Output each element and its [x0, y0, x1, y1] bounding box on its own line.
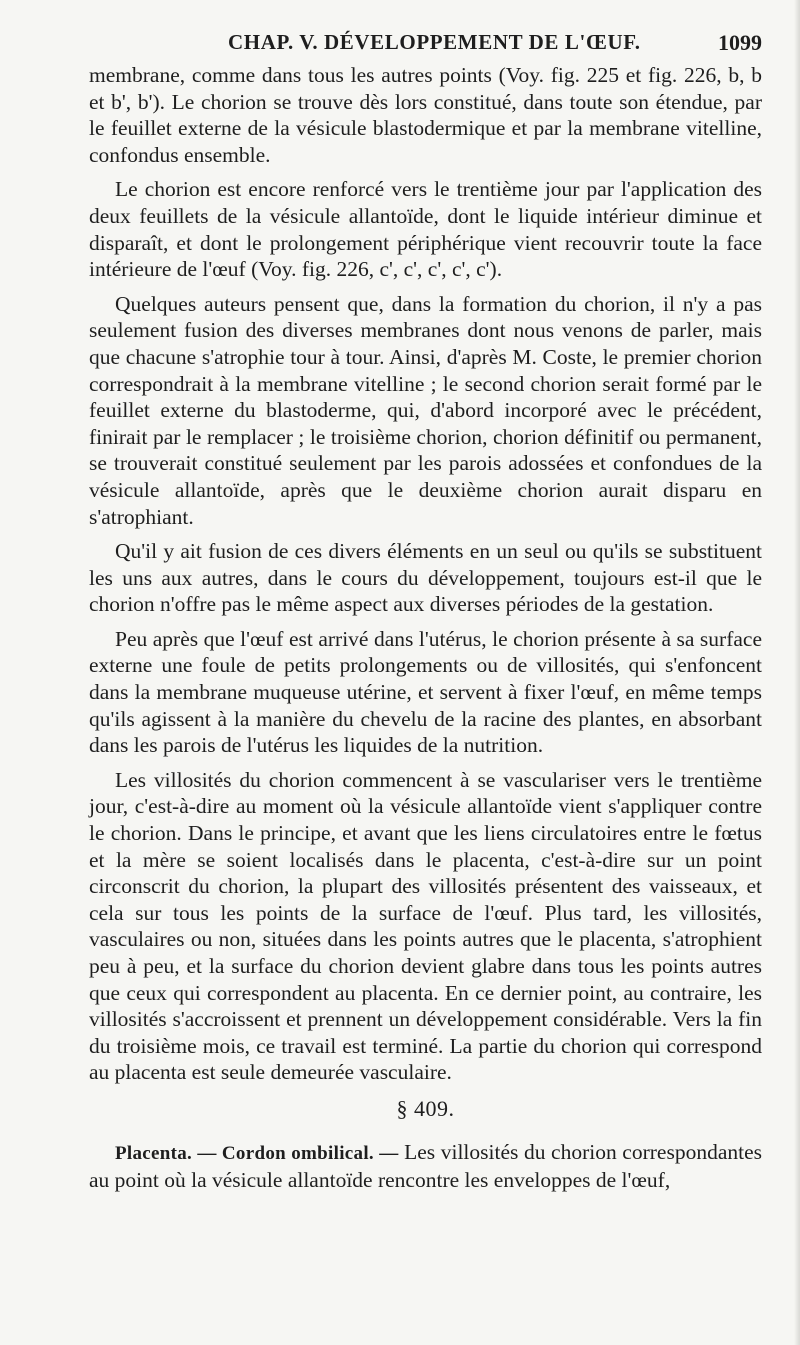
section-number: § 409. — [396, 1095, 455, 1121]
scan-edge — [794, 0, 800, 1345]
running-head: CHAP. V. DÉVELOPPEMENT DE L'ŒUF. — [228, 30, 641, 54]
paragraph: Les villosités du chorion commencent à se vasculariser vers le trentième jour, c'est-à-dire au moment où la vésicule allantoïde vient s'appliquer contre le chorion. Dans le principe, et avant que les liens circulatoires entre le fœtus et la mère se soient localisés dans le placenta, c'est-à-dire sur un point circonscrit du chorion, la plupart des villosités présentent des vaisseaux, et cela sur tous les points de la surface de l'œuf. Plus tard, les villosités, vasculaires ou non, situées dans les points autres que le placenta, s'atrophient peu à peu, et la surface du chorion devient glabre dans tous les points autres que ceux qui correspondent au placenta. En ce dernier point, au contraire, les villosités s'accroissent et prennent un développement considérable. Vers la fin du troisième mois, ce travail est terminé. La partie du chorion qui correspond au placenta est seule demeurée vasculaire. — [89, 767, 762, 1085]
page-header — [90, 30, 762, 60]
section-rubric: Placenta. — Cordon ombilical. — — [115, 1142, 399, 1164]
paragraph: Le chorion est encore renforcé vers le trentième jour par l'application des deux feuillets de la vésicule allantoïde, dont le liquide intérieur diminue et disparaît, et dont le prolongement périphérique vient recouvrir toute la face intérieure de l'œuf (Voy. fig. 226, c', c', c', c', c'). — [89, 177, 762, 282]
paragraph: Peu après que l'œuf est arrivé dans l'utérus, le chorion présente à sa surface externe une foule de petits prolongements ou de villosités, qui s'enfoncent dans la membrane muqueuse utérine, et servent à fixer l'œuf, en même temps qu'ils agissent à la manière du chevelu de la racine des plantes, en absorbant dans les parois de l'utérus les liquides de la nutrition. — [89, 626, 762, 758]
paragraph: Quelques auteurs pensent que, dans la formation du chorion, il n'y a pas seulement fusion des diverses membranes dont nous venons de parler, mais que chacune s'atrophie tour à tour. Ainsi, d'après M. Coste, le premier chorion correspondrait à la membrane vitelline ; le second chorion serait formé par le feuillet externe du blastoderme, qui, d'abord incorporé avec le précédent, finirait par le remplacer ; le troisième chorion, chorion définitif ou permanent, se trouverait constitué seulement par les parois adossées et confondues de la vésicule allantoïde, après que le deuxième chorion aurait disparu en s'atrophiant. — [89, 291, 762, 529]
paragraph: Qu'il y ait fusion de ces divers éléments en un seul ou qu'ils se substituent les uns aux autres, dans le cours du développement, toujours est-il que le chorion n'offre pas le même aspect aux diverses périodes de la gestation. — [89, 539, 762, 617]
section-text: Les villosités du chorion correspondantes au point où la vésicule allantoïde rencontre les enveloppes de l'œuf, — [89, 1139, 763, 1193]
body-text — [89, 62, 762, 1202]
paragraph: membrane, comme dans tous les autres points (Voy. fig. 225 et fig. 226, b, b et b', b'). Le chorion se trouve dès lors constitué, dans toute son étendue, par le feuillet externe de la vésicule blastodermique et par la membrane vitelline, confondus ensemble. — [89, 63, 762, 167]
section-paragraph — [89, 1139, 762, 1194]
page-number: 1099 — [718, 30, 762, 55]
